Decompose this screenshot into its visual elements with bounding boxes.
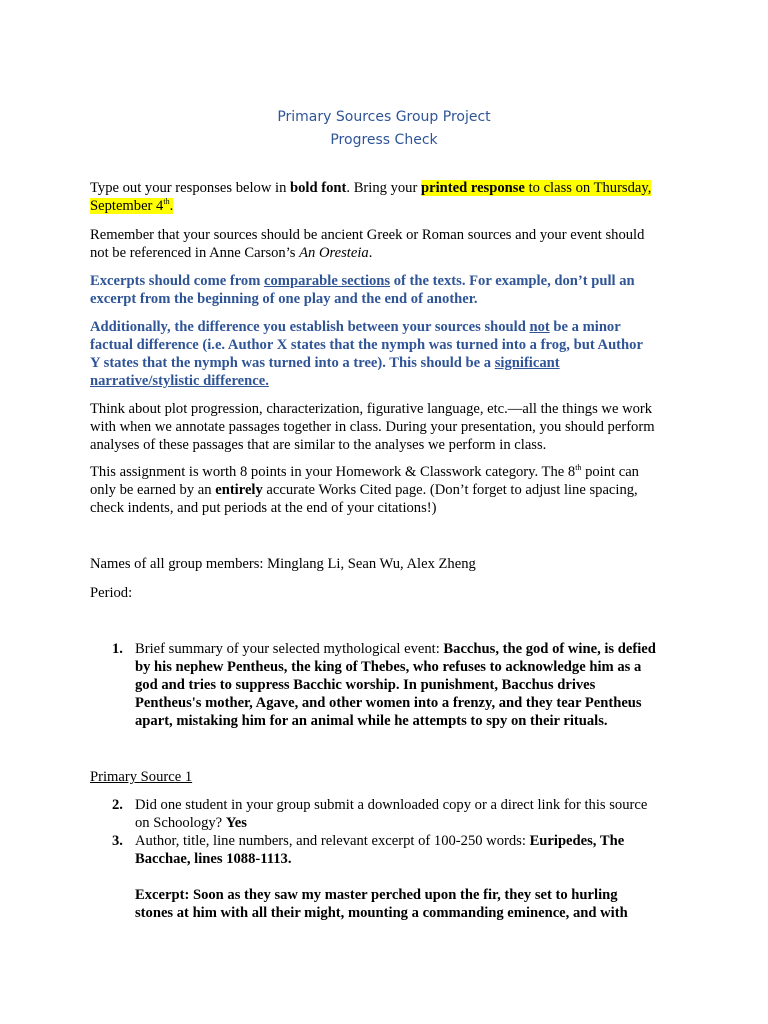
text: point can: [581, 464, 639, 480]
text: accurate Works Cited page. (Don’t forget to adjust line spacing,: [262, 482, 638, 498]
text: . Bring your: [346, 180, 421, 196]
superscript: th: [575, 463, 582, 473]
underlined-text: significant: [494, 355, 560, 371]
italic-title: An Oresteia: [299, 245, 369, 261]
text: Excerpts should come from: [90, 273, 265, 289]
underlined-text: narrative/stylistic difference.: [90, 373, 269, 389]
title-line-2: Progress Check: [330, 132, 438, 148]
text-line: Did one student in your group submit a downloaded copy or a direct link for this source: [135, 797, 648, 813]
bold-answer: by his nephew Pentheus, the king of Thebes, who refuses to acknowledge him as a: [135, 659, 642, 675]
text-line: with when we annotate passages together in class. During your presentation, you should perform: [90, 419, 655, 435]
difference-paragraph: [90, 318, 680, 390]
text-line: analyses of these passages that are similar to the analyses we perform in class.: [90, 437, 547, 453]
text: not be referenced in Anne Carson’s: [90, 245, 300, 261]
text: Type out your responses below in: [90, 180, 291, 196]
text: .: [169, 198, 174, 214]
bold-answer: Bacchae, lines 1088-1113.: [135, 851, 292, 867]
text-line: check indents, and put periods at the end of your citations!): [90, 500, 437, 516]
list-number: 1.: [112, 641, 123, 657]
excerpts-paragraph: [90, 272, 680, 308]
text-line: Remember that your sources should be ancient Greek or Roman sources and your event should: [90, 227, 645, 243]
plot-paragraph: [90, 400, 680, 454]
group-members: Names of all group members: Minglang Li, Sean Wu, Alex Zheng: [90, 556, 476, 572]
text: be a minor: [549, 319, 621, 335]
text-line: Think about plot progression, characterization, figurative language, etc.—all the things we work: [90, 401, 653, 417]
bold-answer: Pentheus's mother, Agave, and other women into a frenzy, and they tear Pentheus: [135, 695, 642, 711]
text-line: factual difference (i.e. Author X states that the nymph was turned into a frog, but Author: [90, 337, 643, 353]
list-number: 3.: [112, 833, 123, 849]
bold-excerpt: Excerpt: Soon as they saw my master perched upon the fir, they set to hurling: [135, 887, 618, 903]
underlined-text: not: [529, 319, 550, 335]
text: on Schoology?: [135, 815, 226, 831]
bold-answer: apart, mistaking him for an animal while he attempts to spy on their rituals.: [135, 713, 608, 729]
text: of the texts. For example, don’t pull an: [390, 273, 635, 289]
list-number: 2.: [112, 797, 123, 813]
text: Brief summary of your selected mythological event:: [135, 641, 444, 657]
period-label: Period:: [90, 585, 133, 601]
bold-answer: Bacchus, the god of wine, is defied: [443, 641, 656, 657]
bold-answer: Yes: [225, 815, 247, 831]
text: This assignment is worth 8 points in your Homework & Classwork category. The 8: [90, 464, 576, 480]
highlighted-bold-text: printed response: [420, 180, 525, 196]
bold-text: bold font: [290, 180, 347, 196]
bold-answer: god and tries to suppress Bacchic worship. In punishment, Bacchus drives: [135, 677, 596, 693]
underlined-text: comparable sections: [264, 273, 391, 289]
bold-text: entirely: [215, 482, 263, 498]
sources-paragraph: [90, 226, 680, 262]
text: Author, title, line numbers, and relevant excerpt of 100-250 words:: [135, 833, 530, 849]
grading-paragraph: [90, 463, 680, 517]
text: Additionally, the difference you establish between your sources should: [90, 319, 530, 335]
highlighted-text: September 4: [90, 198, 164, 214]
text: Y states that the nymph was turned into a tree). This should be a: [90, 355, 495, 371]
text: .: [368, 245, 373, 261]
bold-excerpt: stones at him with all their might, mounting a commanding eminence, and with: [135, 905, 628, 921]
bold-answer: Euripedes, The: [529, 833, 625, 849]
highlighted-text: to class on Thursday,: [524, 180, 652, 196]
text-line: excerpt from the beginning of one play and the end of another.: [90, 291, 478, 307]
title-line-1: Primary Sources Group Project: [277, 109, 491, 125]
instructions-paragraph: [90, 179, 680, 215]
superscript: th: [163, 197, 170, 207]
section-heading: Primary Source 1: [90, 769, 193, 785]
text: only be earned by an: [90, 482, 216, 498]
